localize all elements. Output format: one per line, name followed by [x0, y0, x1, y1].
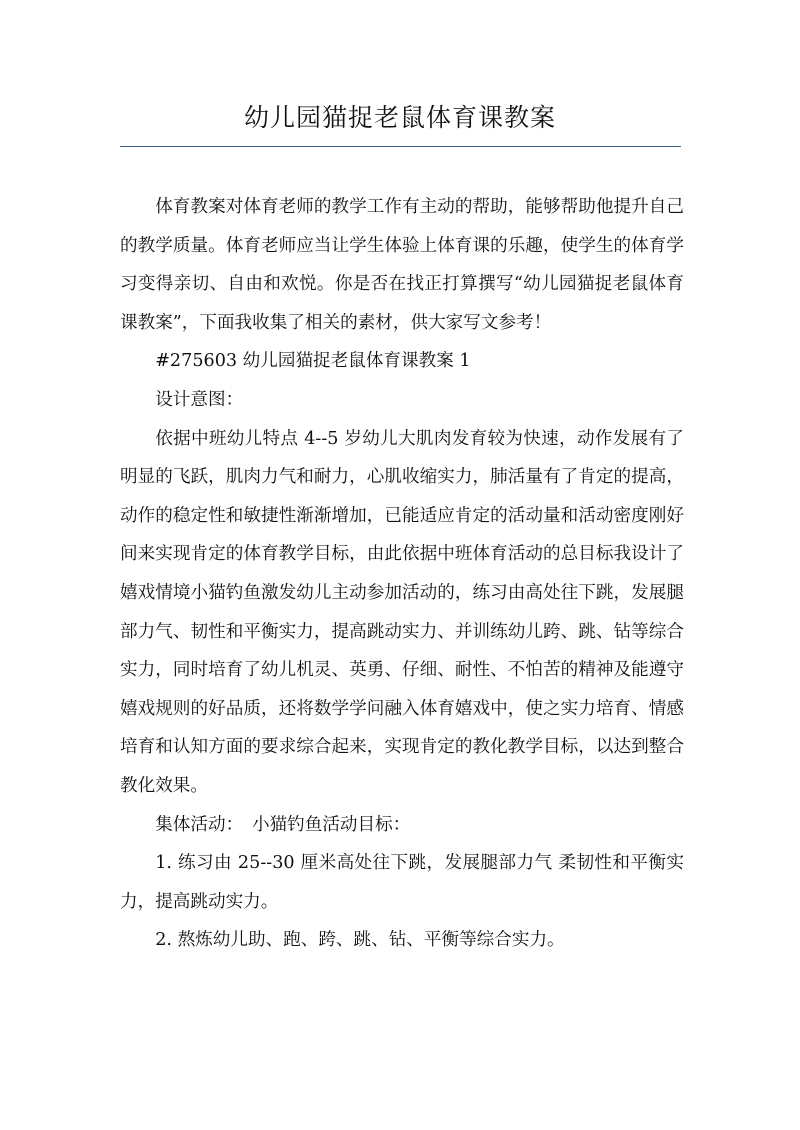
activity-goal-heading: 集体活动： 小猫钓鱼活动目标：: [155, 814, 411, 835]
intro-paragraph: 体育教案对体育老师的教学工作有主动的帮助，能够帮助他提升自己的教学质量。体育老师应当让学生体验上体育课的乐趣，使学生的体育学习变得亲切、自由和欢悦。你是否在找正打算撰写“幼儿园猫捉老鼠体育课教案”，下面我收集了相关的素材，供大家写文参考！: [120, 197, 684, 333]
design-intent-label: 设计意图：: [155, 389, 244, 410]
goal-item-2: 2. 熬炼幼儿助、跑、跨、跳、钻、平衡等综合实力。: [155, 930, 565, 951]
section-heading: #275603 幼儿园猫捉老鼠体育课教案 1: [155, 351, 471, 372]
document-body: [120, 188, 684, 960]
design-intent-paragraph: 依据中班幼儿特点 4--5 岁幼儿大肌肉发育较为快速，动作发展有了明显的飞跃，肌肉力气和耐力，心肌收缩实力，肺活量有了肯定的提高，动作的稳定性和敏捷性渐渐增加，已能适应肯定的活动量和活动密度刚好间来实现肯定的体育教学目标，由此依据中班体育活动的总目标我设计了嬉戏情境小猫钓鱼激发幼儿主动参加活动的，练习由高处往下跳，发展腿部力气、韧性和平衡实力，提高跳动实力、并训练幼儿跨、跳、钻等综合实力，同时培育了幼儿机灵、英勇、仔细、耐性、不怕苦的精神及能遵守嬉戏规则的好品质，还将数学学问融入体育嬉戏中，使之实力培育、情感培育和认知方面的要求综合起来，实现肯定的教化教学目标，以达到整合教化效果。: [120, 428, 684, 796]
document-title: 幼儿园猫捉老鼠体育课教案: [243, 103, 556, 132]
goal-item-1: 1. 练习由 25--30 厘米高处往下跳，发展腿部力气 柔韧性和平衡实力，提高跳动实力。: [120, 853, 684, 912]
title-underline: [120, 146, 681, 147]
